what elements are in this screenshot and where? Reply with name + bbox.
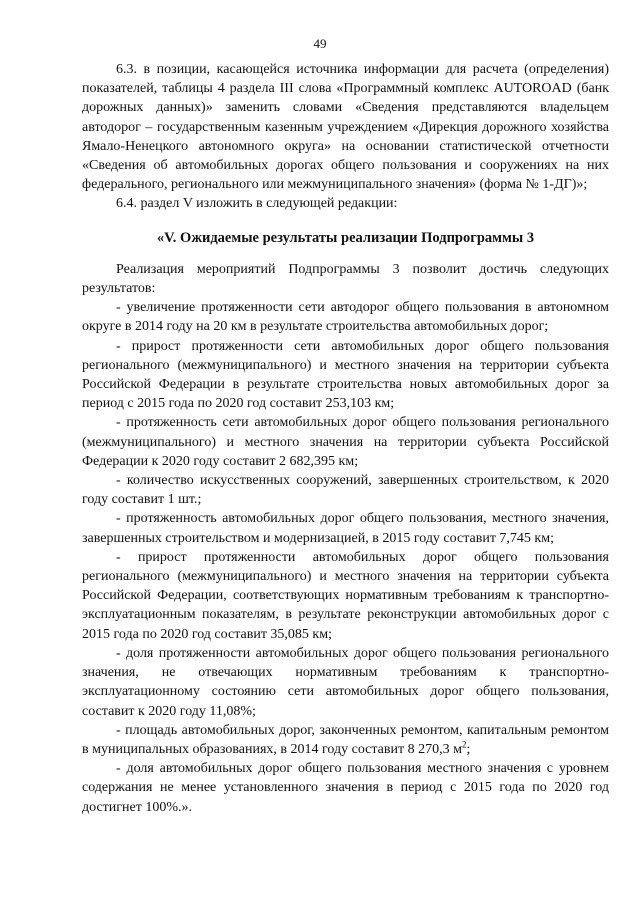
result-item: - количество искусственных сооружений, завершенных строительством, к 2020 году составит 1 шт.; [82, 473, 609, 508]
superscript-exponent: 2 [461, 739, 467, 750]
intro-paragraph: Реализация мероприятий Подпрограммы 3 позволит достичь следующих результатов: [82, 261, 609, 297]
result-item: - протяженность автомобильных дорог общего пользования, местного значения, завершенных строительством и модернизацией, в 2015 году составит 7,745 км; [82, 511, 609, 546]
result-item [82, 721, 609, 759]
result-item: - доля протяженности автомобильных дорог общего пользования регионального значения, не отвечающих нормативным требованиям к транспортно-эксплуатационному состоянию сети автомобильных дорог общего пользования, составит к 2020 году 11,08%; [82, 645, 609, 719]
result-item: - доля автомобильных дорог общего пользования местного значения с уровнем содержания не менее установленного значения в период с 2015 года по 2020 год достигнет 100%.». [82, 761, 609, 815]
result-item: - прирост протяженности автомобильных дорог общего пользования регионального (межмуниципального) и местного значения на территории субъекта Российской Федерации, соответствующих нормативным требованиям к транспортно-эксплуатационным показателям, в результате реконструкции автомобильных дорог с 2015 года по 2020 год составит 35,085 км; [82, 549, 609, 642]
result-text-tail: ; [466, 741, 471, 757]
result-item: - увеличение протяженности сети автодорог общего пользования в автономном округе в 2014 году на 20 км в результате строительства автомобильных дорог; [82, 300, 609, 335]
paragraph-6-3: 6.3. в позиции, касающейся источника информации для расчета (определения) показателей, таблицы 4 раздела III слова «Программный комплекс AUTOROAD (банк дорожных данных)» заменить словами «Сведения представляются владельцем автодорог – государственным казенным учреждением «Дирекция дорожного хозяйства Ямало-Ненецкого автономного округа» на основании статистической отчетности «Сведения об автомобильных дорогах общего пользования и сооружениях на них федерального, регионального или межмуниципального значения» (форма № 1-ДГ)»; [82, 62, 609, 193]
page-number: 49 [313, 36, 327, 51]
document-body [82, 60, 609, 817]
section-heading: «V. Ожидаемые результаты реализации Подпрограммы 3 [156, 229, 535, 246]
result-text: - площадь автомобильных дорог, законченных ремонтом, капитальным ремонтом в муниципальных образованиях, в 2014 году составит 8 270,3 м [82, 722, 609, 757]
paragraph-6-4: 6.4. раздел V изложить в следующей редакции: [116, 196, 398, 212]
result-item: - протяженность сети автомобильных дорог общего пользования регионального (межмуниципального) и местного значения на территории субъекта Российской Федерации к 2020 году составит 2 682,395 км; [82, 415, 609, 469]
result-item: - прирост протяженности сети автомобильных дорог общего пользования регионального (межмуниципального) и местного значения на территории субъекта Российской Федерации в результате строительства новых автомобильных дорог за период с 2015 года по 2020 год составит 253,103 км; [82, 338, 609, 412]
